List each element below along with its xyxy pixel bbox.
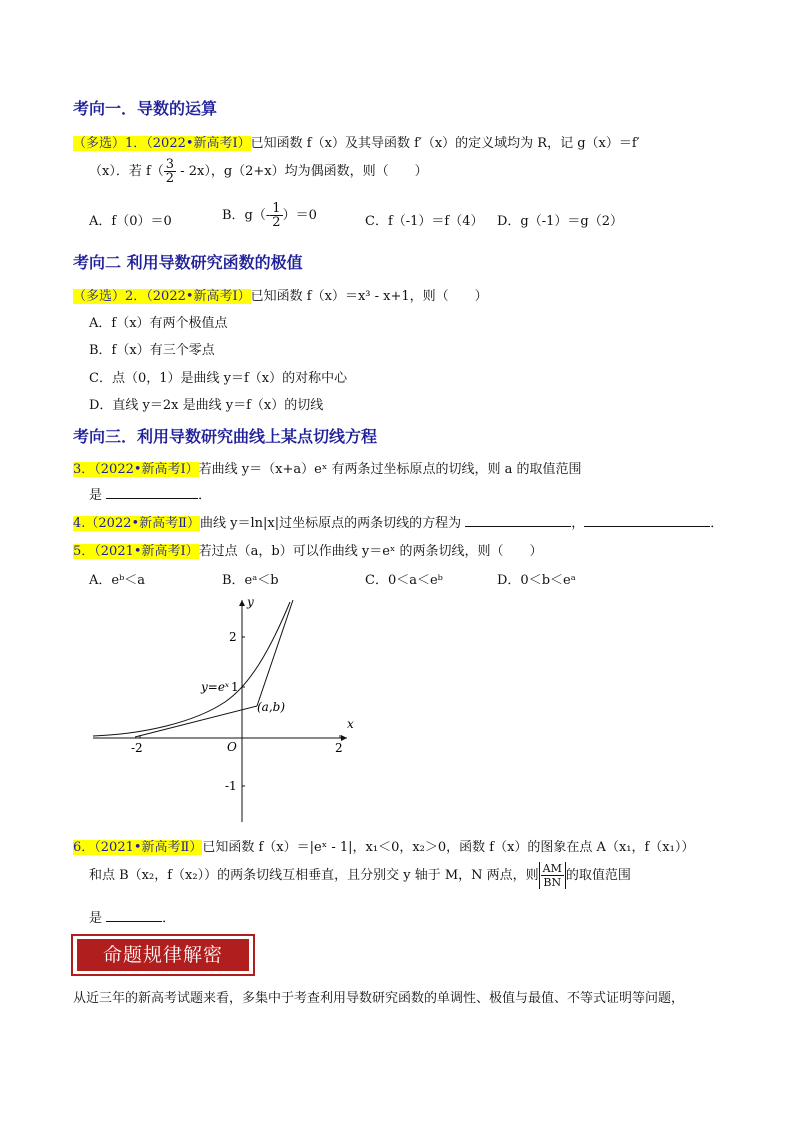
question-3-stem: 若曲线 y＝（x+a）eˣ 有两条过坐标原点的切线，则 a 的取值范围 (198, 462, 582, 477)
question-2-option-d: D．直线 y＝2x 是曲线 y＝f（x）的切线 (89, 398, 324, 413)
option-b-pre: B．g（- (222, 208, 271, 223)
question-6-line-1 (73, 836, 694, 855)
y-axis-label: y (247, 595, 254, 609)
question-6-stem: 已知函数 f（x）＝|eˣ - 1|，x₁＜0，x₂＞0，函数 f（x）的图象在点 A（x₁，f（x₁）） (202, 840, 695, 855)
section-title-1: 考向一．导数的运算 (73, 99, 218, 118)
answer-blank-1[interactable] (465, 514, 571, 527)
question-6-text-c: 是 (89, 911, 103, 926)
question-1-line-2 (89, 158, 428, 185)
section-title-2: 考向二 利用导数研究函数的极值 (73, 253, 303, 272)
question-1-line-1 (73, 132, 640, 151)
section-title-3: 考向三．利用导数研究曲线上某点切线方程 (73, 427, 378, 446)
summary-text: 从近三年的新高考试题来看，多集中于考查利用导数研究函数的单调性、极值与最值、不等式证明等问题， (73, 991, 685, 1006)
question-1-tag: （多选）1．（2022•新高考Ⅰ） (73, 136, 251, 151)
question-6-line-2 (89, 862, 631, 889)
answer-blank[interactable] (106, 486, 198, 499)
question-5-option-b: B．eᵃ＜b (222, 573, 279, 588)
question-6-tag: 6．（2021•新高考Ⅱ） (73, 840, 203, 855)
fraction-numerator: 3 (165, 157, 175, 172)
tick-label-y-neg1: -1 (225, 779, 237, 793)
question-1-option-a: A．f（0）＝0 (89, 214, 172, 229)
question-5-option-d: D．0＜b＜eᵃ (497, 573, 576, 588)
question-5-option-a: A．eᵇ＜a (89, 573, 146, 588)
fraction-am-bn (541, 862, 564, 889)
point-label: (a,b) (257, 700, 286, 714)
abs-fraction (539, 862, 566, 889)
option-b-post: ）＝0 (282, 208, 317, 223)
question-1-stem: 已知函数 f（x）及其导函数 f′（x）的定义域均为 R，记 g（x）＝f′ (250, 136, 640, 151)
question-5-stem: 若过点（a，b）可以作曲线 y＝eˣ 的两条切线，则（ ） (198, 544, 543, 559)
exp-curve (93, 602, 290, 736)
fraction-denominator: 2 (165, 171, 175, 186)
question-4-stem: 曲线 y＝ln|x|过坐标原点的两条切线的方程为 (200, 516, 462, 531)
answer-blank-2[interactable] (584, 514, 710, 527)
question-4-tag: 4.（2022•新高考Ⅱ） (73, 516, 200, 531)
question-2-option-c: C．点（0，1）是曲线 y＝f（x）的对称中心 (89, 371, 348, 386)
tick-label-x-neg2: -2 (131, 741, 143, 755)
tick-label-x-pos2: 2 (335, 741, 343, 755)
question-2-line-1 (73, 285, 488, 304)
question-2-stem: 已知函数 f（x）＝x³ - x+1，则（ ） (250, 289, 488, 304)
origin-label: O (227, 740, 237, 754)
question-3-text: 是 (89, 488, 103, 503)
question-3-line-1 (73, 458, 581, 477)
question-1-option-c: C．f（-1）＝f（4） (365, 214, 484, 229)
question-4-line (73, 512, 723, 531)
question-6-end: ． (162, 911, 176, 926)
tangent-line-1 (257, 600, 293, 706)
question-4-end: ． (710, 516, 724, 531)
fraction-1-2 (270, 202, 282, 229)
section-banner (71, 934, 255, 976)
question-3-tag: 3．（2022•新高考Ⅰ） (73, 462, 199, 477)
question-5-tag: 5．（2021•新高考Ⅰ） (73, 544, 199, 559)
fraction-numerator: AM (542, 862, 562, 875)
fraction-denominator: BN (543, 876, 562, 889)
x-axis-label: x (347, 717, 354, 731)
tangent-line-2 (135, 706, 257, 737)
question-2-tag: （多选）2．（2022•新高考Ⅰ） (73, 289, 251, 304)
question-6-text-a: 和点 B（x₂，f（x₂））的两条切线互相垂直，且分别交 y 轴于 M，N 两点，则 (89, 868, 539, 883)
banner-label: 命题规律解密 (77, 939, 249, 971)
question-1-option-d: D．g（-1）＝g（2） (497, 214, 624, 229)
tick-label-y-1: 1 (231, 680, 239, 694)
question-3-line-2 (89, 484, 211, 503)
question-1-text-a: （x）．若 f（ (89, 164, 164, 179)
question-5-line (73, 540, 543, 559)
fraction-numerator: 1 (272, 201, 281, 216)
question-6-line-3 (89, 907, 175, 926)
curve-label: y=eˣ (201, 680, 230, 694)
fraction-3-2 (164, 158, 176, 185)
separator: ， (571, 516, 585, 531)
question-1-text-b: - 2x），g（2+x）均为偶函数，则（ ） (176, 164, 428, 179)
question-2-option-b: B．f（x）有三个零点 (89, 343, 215, 358)
answer-blank[interactable] (106, 909, 162, 922)
question-6-text-b: 的取值范围 (565, 868, 631, 883)
question-3-end: ． (198, 488, 212, 503)
tick-label-y-2: 2 (229, 630, 237, 644)
question-2-option-a: A．f（x）有两个极值点 (89, 316, 228, 331)
question-5-option-c: C．0＜a＜eᵇ (365, 573, 443, 588)
question-1-option-b (222, 202, 317, 229)
fraction-denominator: 2 (272, 215, 281, 230)
figure-exponential-tangents (85, 590, 365, 830)
